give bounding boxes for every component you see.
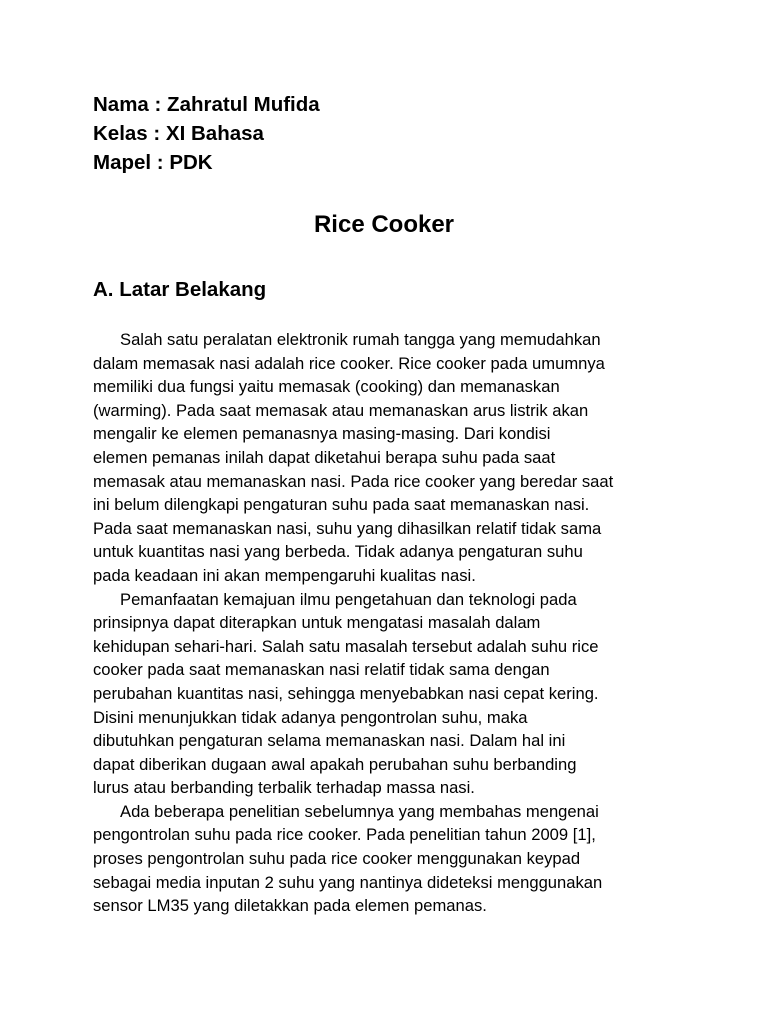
text-line: perubahan kuantitas nasi, sehingga menyebabkan nasi cepat kering. (93, 683, 599, 703)
text-line: pengontrolan suhu pada rice cooker. Pada penelitian tahun 2009 [1], (93, 825, 596, 845)
text-line: Ada beberapa penelitian sebelumnya yang membahas mengenai (120, 801, 599, 821)
text-line: cooker pada saat memanaskan nasi relatif tidak sama dengan (93, 660, 550, 680)
text-line: proses pengontrolan suhu pada rice cooker menggunakan keypad (93, 849, 581, 869)
text-line: dalam memasak nasi adalah rice cooker. Rice cooker pada umumnya (93, 353, 605, 373)
text-line: Disini menunjukkan tidak adanya pengontrolan suhu, maka (93, 707, 528, 727)
body-text (93, 328, 683, 918)
text-line: (warming). Pada saat memasak atau memanaskan arus listrik akan (93, 400, 589, 420)
text-line: ini belum dilengkapi pengaturan suhu pada saat memanaskan nasi. (93, 495, 590, 515)
student-info-block (93, 90, 653, 177)
text-line: Salah satu peralatan elektronik rumah tangga yang memudahkan (120, 330, 601, 349)
text-line: elemen pemanas inilah dapat diketahui berapa suhu pada saat (93, 447, 556, 467)
text-line: mengalir ke elemen pemanasnya masing-masing. Dari kondisi (93, 424, 551, 444)
subject: Mapel : PDK (93, 151, 213, 174)
section-heading: A. Latar Belakang (93, 278, 267, 301)
student-name: Nama : Zahratul Mufida (93, 93, 320, 116)
text-line: sensor LM35 yang diletakkan pada elemen pemanas. (93, 896, 487, 916)
text-line: kehidupan sehari-hari. Salah satu masalah tersebut adalah suhu rice (93, 636, 599, 656)
text-line: untuk kuantitas nasi yang berbeda. Tidak adanya pengaturan suhu (93, 542, 583, 562)
student-class: Kelas : XI Bahasa (93, 122, 264, 145)
text-line: dibutuhkan pengaturan selama memanaskan nasi. Dalam hal ini (93, 731, 566, 751)
text-line: memasak atau memanaskan nasi. Pada rice cooker yang beredar saat (93, 471, 614, 491)
text-line: memiliki dua fungsi yaitu memasak (cooking) dan memanaskan (93, 377, 560, 397)
text-line: prinsipnya dapat diterapkan untuk mengatasi masalah dalam (93, 613, 541, 633)
text-line: lurus atau berbanding terbalik terhadap massa nasi. (93, 778, 475, 798)
text-line: dapat diberikan dugaan awal apakah perubahan suhu berbanding (93, 754, 577, 774)
text-line: Pemanfaatan kemajuan ilmu pengetahuan dan teknologi pada (120, 589, 577, 609)
text-line: Pada saat memanaskan nasi, suhu yang dihasilkan relatif tidak sama (93, 518, 602, 538)
document-title: Rice Cooker (313, 211, 455, 238)
text-line: sebagai media inputan 2 suhu yang nantinya dideteksi menggunakan (93, 872, 603, 892)
text-line: pada keadaan ini akan mempengaruhi kualitas nasi. (93, 565, 476, 585)
